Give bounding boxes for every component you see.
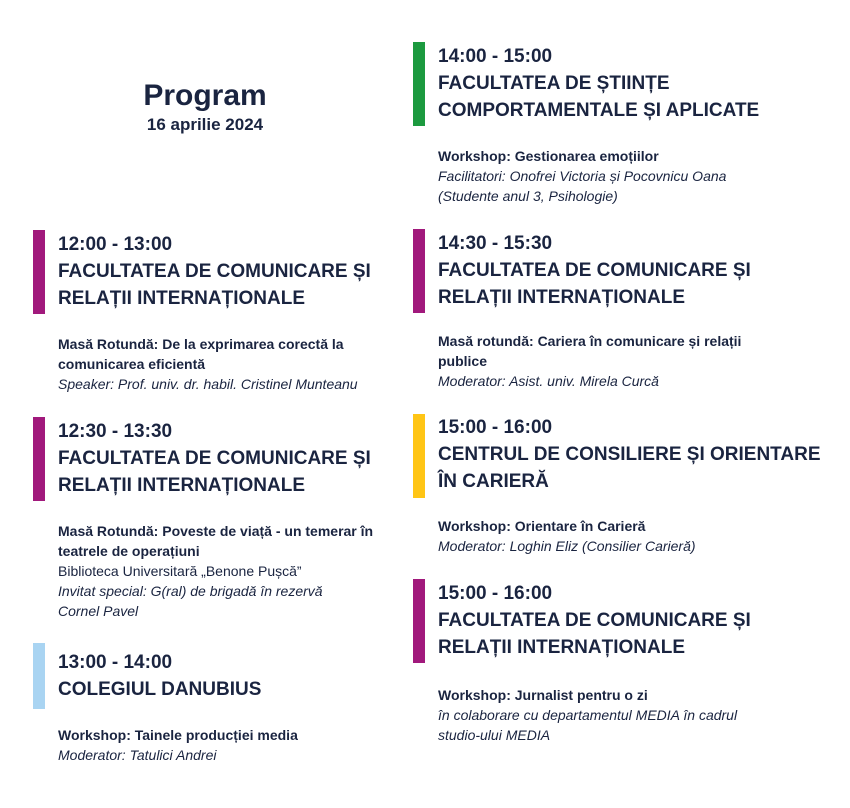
event-info-line: Speaker: Prof. univ. dr. habil. Cristinel Munteanu (58, 376, 358, 392)
event-info-line: Moderator: Tatulici Andrei (58, 747, 217, 763)
session-time: 12:30 - 13:30 (58, 421, 173, 442)
event-title-line: Workshop: Tainele producției media (58, 727, 298, 743)
event-title-line: Workshop: Orientare în Carieră (438, 518, 646, 534)
event-title-line: Masă Rotundă: Poveste de viață - un temerar în (58, 523, 374, 539)
session-details (438, 516, 696, 556)
session-org-line: RELAȚII INTERNAȚIONALE (438, 637, 685, 658)
session-details (58, 725, 298, 765)
event-info-line: Moderator: Loghin Eliz (Consilier Carieră) (438, 538, 696, 554)
session-time: 14:30 - 15:30 (438, 233, 553, 254)
session-heading (438, 43, 759, 124)
session-details (58, 334, 358, 394)
event-info-line: Invitat special: G(ral) de brigadă în rezervă (58, 583, 323, 599)
session-org-line: FACULTATEA DE COMUNICARE ȘI (438, 610, 751, 631)
session-time: 15:00 - 16:00 (438, 417, 553, 438)
program-date: 16 aprilie 2024 (146, 115, 264, 134)
event-info-line: în colaborare cu departamentul MEDIA în cadrul (438, 707, 738, 723)
accent-bar (413, 579, 425, 663)
session-details (58, 521, 373, 621)
accent-bar (413, 229, 425, 313)
session-time: 14:00 - 15:00 (438, 46, 553, 67)
session-heading (58, 649, 261, 703)
event-info-line: Cornel Pavel (58, 603, 139, 619)
session-org-line: FACULTATEA DE COMUNICARE ȘI (438, 260, 751, 281)
accent-bar (33, 417, 45, 501)
session-block (413, 414, 833, 564)
session-time: 13:00 - 14:00 (58, 652, 173, 673)
session-block (413, 229, 823, 399)
session-block (413, 579, 823, 754)
session-heading (438, 580, 751, 661)
session-details (438, 146, 726, 206)
session-org-line: RELAȚII INTERNAȚIONALE (438, 287, 685, 308)
session-org-line: FACULTATEA DE ȘTIINȚE (438, 73, 670, 94)
event-title-line: Workshop: Jurnalist pentru o zi (438, 687, 648, 703)
session-org-line: COMPORTAMENTALE ȘI APLICATE (438, 100, 760, 121)
event-info-line: Facilitatori: Onofrei Victoria și Pocovnicu Oana (438, 168, 727, 184)
event-title-line: publice (438, 353, 488, 369)
session-heading (438, 230, 751, 311)
event-title-line: teatrele de operațiuni (58, 543, 200, 559)
session-block (33, 643, 423, 773)
session-org-line: FACULTATEA DE COMUNICARE ȘI (58, 448, 371, 469)
event-title-line: Masă Rotundă: De la exprimarea corectă la (58, 336, 344, 352)
session-details (438, 685, 737, 745)
session-org-line: COLEGIUL DANUBIUS (58, 679, 262, 700)
accent-bar (413, 414, 425, 498)
event-info-line: studio-ului MEDIA (438, 727, 551, 743)
session-org-line: RELAȚII INTERNAȚIONALE (58, 288, 305, 309)
session-heading (58, 231, 371, 312)
session-org-line: FACULTATEA DE COMUNICARE ȘI (58, 261, 371, 282)
program-header (105, 78, 305, 136)
session-org-line: ÎN CARIERĂ (438, 471, 549, 492)
session-heading (438, 414, 821, 495)
event-venue: Biblioteca Universitară „Benone Pușcă” (58, 563, 302, 579)
accent-bar (413, 42, 425, 126)
event-title-line: Workshop: Gestionarea emoțiilor (438, 148, 659, 164)
event-title-line: Masă rotundă: Cariera în comunicare și relații (438, 333, 742, 349)
session-org-line: RELAȚII INTERNAȚIONALE (58, 475, 305, 496)
page-title: Program (143, 79, 267, 112)
session-org-line: CENTRUL DE CONSILIERE ȘI ORIENTARE (438, 444, 821, 465)
accent-bar (33, 643, 45, 709)
accent-bar (33, 230, 45, 314)
session-heading (58, 418, 371, 499)
session-block (413, 42, 823, 212)
session-time: 12:00 - 13:00 (58, 234, 173, 255)
session-block (33, 417, 423, 627)
event-info-line: (Studente anul 3, Psihologie) (438, 188, 618, 204)
event-info-line: Moderator: Asist. univ. Mirela Curcă (438, 373, 659, 389)
event-title-line: comunicarea eficientă (58, 356, 206, 372)
session-block (33, 230, 423, 400)
session-details (438, 331, 741, 391)
session-time: 15:00 - 16:00 (438, 583, 553, 604)
